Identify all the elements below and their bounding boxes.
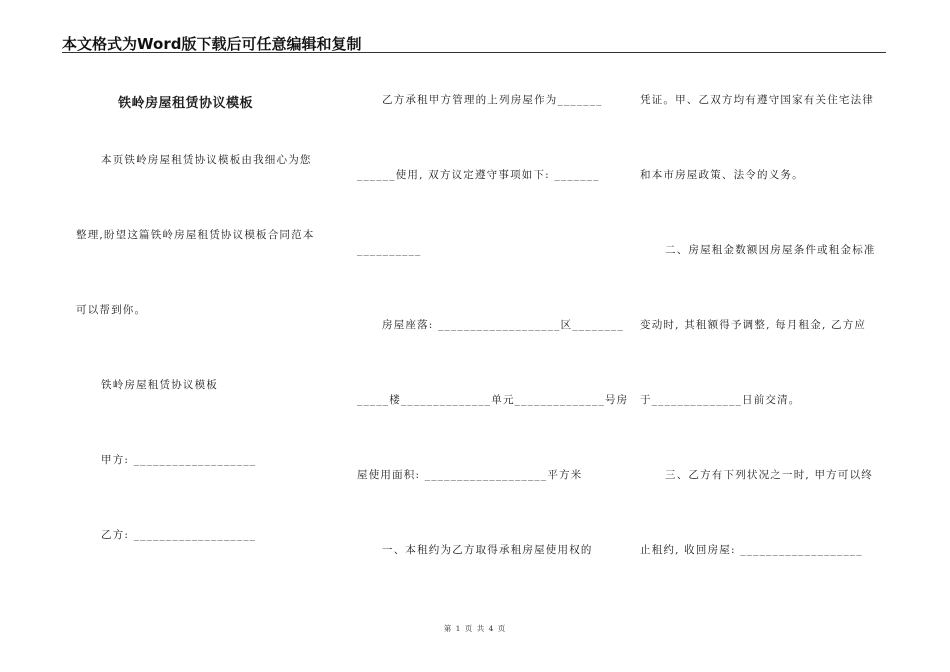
paragraph-line: 于______________日前交清。 (640, 394, 801, 406)
paragraph-line: 和本市房屋政策、法令的义务。 (640, 169, 804, 181)
paragraph-line: 本页铁岭房屋租赁协议模板由我细心为您 (101, 154, 312, 166)
paragraph-line: ______使用, 双方议定遵守事项如下: _______ (357, 169, 600, 181)
paragraph-line: 凭证。甲、乙双方均有遵守国家有关住宅法律 (640, 94, 874, 106)
party-b-line: 乙方: ___________________ (101, 529, 257, 541)
header-divider (62, 52, 886, 53)
paragraph-line: 变动时, 其租额得予调整, 每月租金, 乙方应 (640, 319, 867, 331)
paragraph-line: 止租约, 收回房屋: ___________________ (640, 544, 863, 556)
document-header-title: 本文格式为Word版下载后可任意编辑和复制 (62, 35, 362, 53)
clause-line: 二、房屋租金数额因房屋条件或租金标准 (665, 244, 876, 256)
section-heading: 铁岭房屋租赁协议模板 (101, 379, 218, 391)
paragraph-line: 整理,盼望这篇铁岭房屋租赁协议模板合同范本 (76, 229, 315, 241)
document-title: 铁岭房屋租赁协议模板 (118, 96, 254, 111)
party-a-line: 甲方: ___________________ (101, 454, 257, 466)
clause-line: 一、本租约为乙方取得承租房屋使用权的 (382, 544, 593, 556)
paragraph-line: 乙方承租甲方管理的上列房屋作为_______ (382, 94, 603, 106)
paragraph-line: __________ (357, 244, 422, 256)
page-number: 第 1 页 共 4 页 (443, 624, 507, 633)
area-line: 屋使用面积: ___________________平方米 (357, 469, 583, 481)
clause-line: 三、乙方有下列状况之一时, 甲方可以终 (665, 469, 873, 481)
paragraph-line: 可以帮到你。 (76, 304, 147, 316)
address-line: _____楼______________单元______________号房 (357, 394, 629, 406)
address-line: 房屋座落: ___________________区________ (382, 319, 624, 331)
